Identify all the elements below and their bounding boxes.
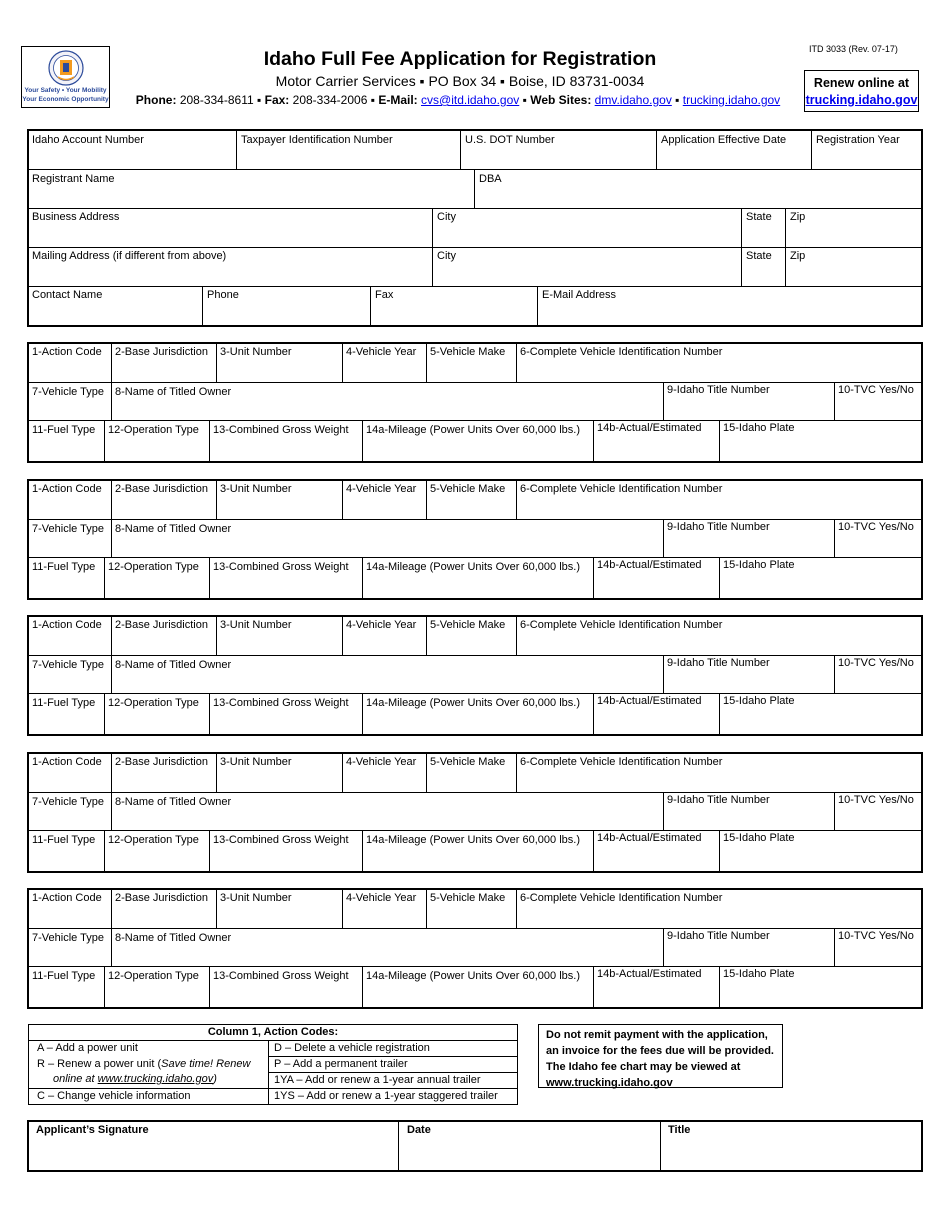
titled-owner-field[interactable]: 8-Name of Titled Owner (115, 386, 232, 398)
mileage-field[interactable]: 14a-Mileage (Power Units Over 60,000 lbs.) (366, 561, 580, 573)
col-divider (834, 792, 835, 830)
contact-name-field[interactable]: Contact Name (32, 289, 103, 301)
col-divider (342, 753, 343, 792)
action-code-d: D – Delete a vehicle registration (274, 1042, 430, 1054)
col-divider (719, 830, 720, 872)
vehicle-make-field[interactable]: 5-Vehicle Make (430, 619, 506, 631)
logo-tagline-2: Your Economic Opportunity (22, 96, 109, 103)
separator: ▪ (257, 93, 262, 107)
col-divider (104, 830, 105, 872)
col-divider (593, 830, 594, 872)
mileage-field[interactable]: 14a-Mileage (Power Units Over 60,000 lbs.) (366, 424, 580, 436)
unit-number-field[interactable]: 3-Unit Number (220, 483, 292, 495)
vehicle-type-field[interactable]: 7-Vehicle Type (32, 659, 104, 671)
col-divider (111, 480, 112, 519)
col-divider (111, 519, 112, 557)
action-code-field[interactable]: 1-Action Code (32, 483, 102, 495)
tvc-field[interactable]: 10-TVC Yes/No (838, 794, 914, 806)
vehicle-year-field[interactable]: 4-Vehicle Year (346, 756, 417, 768)
actual-estimated-field[interactable]: 14b-Actual/Estimated (597, 968, 702, 980)
col-divider (834, 928, 835, 966)
contact-line (98, 93, 818, 108)
col-divider (663, 928, 664, 966)
action-code-field[interactable]: 1-Action Code (32, 346, 102, 358)
titled-owner-field[interactable]: 8-Name of Titled Owner (115, 932, 232, 944)
vehicle-year-field[interactable]: 4-Vehicle Year (346, 483, 417, 495)
mailing-address-field[interactable]: Mailing Address (if different from above) (32, 250, 227, 262)
col-divider (516, 753, 517, 792)
idaho-title-number-field[interactable]: 9-Idaho Title Number (667, 384, 770, 396)
col-divider (111, 928, 112, 966)
idaho-title-number-field[interactable]: 9-Idaho Title Number (667, 930, 770, 942)
action-code-1ya: 1YA – Add or renew a 1-year annual trailer (274, 1074, 481, 1086)
fuel-type-field[interactable]: 11-Fuel Type (32, 424, 96, 436)
tvc-field[interactable]: 10-TVC Yes/No (838, 384, 914, 396)
col-divider (216, 889, 217, 928)
contact-phone-field[interactable]: Phone (207, 289, 239, 301)
renew-label: Renew online at (813, 76, 910, 90)
vehicle-make-field[interactable]: 5-Vehicle Make (430, 892, 506, 904)
col-divider (111, 655, 112, 693)
action-code-r-link[interactable]: www.trucking.idaho.gov (97, 1073, 214, 1085)
idaho-account-number-field[interactable]: Idaho Account Number (32, 134, 144, 146)
col-divider (719, 966, 720, 1008)
col-divider (104, 693, 105, 735)
col-divider (216, 753, 217, 792)
phone-number: 208-334-8611 (179, 93, 254, 107)
col-divider (111, 889, 112, 928)
idaho-title-number-field[interactable]: 9-Idaho Title Number (667, 521, 770, 533)
actual-estimated-field[interactable]: 14b-Actual/Estimated (597, 832, 702, 844)
row-divider (28, 830, 922, 831)
phone-label: Phone: (135, 93, 177, 107)
form-number: ITD 3033 (Rev. 07-17) (809, 44, 898, 54)
separator: ▪ (675, 93, 680, 107)
col-divider (111, 753, 112, 792)
row-divider (28, 693, 922, 694)
col-divider (216, 343, 217, 382)
col-divider (516, 343, 517, 382)
base-jurisdiction-field[interactable]: 2-Base Jurisdiction (115, 892, 208, 904)
fuel-type-field[interactable]: 11-Fuel Type (32, 970, 96, 982)
base-jurisdiction-field[interactable]: 2-Base Jurisdiction (115, 756, 208, 768)
col-divider (663, 792, 664, 830)
vehicle-block (27, 479, 923, 600)
mailing-zip-field[interactable]: Zip (790, 250, 806, 262)
titled-owner-field[interactable]: 8-Name of Titled Owner (115, 796, 232, 808)
operation-type-field[interactable]: 12-Operation Type (108, 561, 199, 573)
itd-logo (21, 46, 110, 108)
form-subtitle: Motor Carrier Services ▪ PO Box 34 ▪ Boise, ID 83731-0034 (275, 73, 645, 89)
renew-link[interactable]: trucking.idaho.gov (805, 93, 918, 107)
business-city-field[interactable]: City (437, 211, 456, 223)
row-divider (28, 382, 922, 383)
vehicle-year-field[interactable]: 4-Vehicle Year (346, 619, 417, 631)
operation-type-field[interactable]: 12-Operation Type (108, 970, 199, 982)
action-code-r-close: ) (213, 1073, 217, 1085)
col-divider (209, 693, 210, 735)
actual-estimated-field[interactable]: 14b-Actual/Estimated (597, 422, 702, 434)
vin-field[interactable]: 6-Complete Vehicle Identification Number (520, 892, 723, 904)
vin-field[interactable]: 6-Complete Vehicle Identification Number (520, 483, 723, 495)
combined-gross-weight-field[interactable]: 13-Combined Gross Weight (213, 970, 349, 982)
col-divider (663, 382, 664, 420)
combined-gross-weight-field[interactable]: 13-Combined Gross Weight (213, 424, 349, 436)
signature-section (27, 1120, 923, 1172)
idaho-title-number-field[interactable]: 9-Idaho Title Number (667, 794, 770, 806)
signature-date-field[interactable]: Date (407, 1124, 431, 1136)
fuel-type-field[interactable]: 11-Fuel Type (32, 697, 96, 709)
mileage-field[interactable]: 14a-Mileage (Power Units Over 60,000 lbs.) (366, 697, 580, 709)
col-divider (342, 889, 343, 928)
combined-gross-weight-field[interactable]: 13-Combined Gross Weight (213, 834, 349, 846)
contact-fax-field[interactable]: Fax (375, 289, 394, 301)
col-divider (516, 889, 517, 928)
col-divider (426, 889, 427, 928)
action-code-r-line2 (53, 1073, 217, 1086)
signature-title-field[interactable]: Title (668, 1124, 691, 1136)
col-divider (834, 655, 835, 693)
base-jurisdiction-field[interactable]: 2-Base Jurisdiction (115, 619, 208, 631)
action-code-1ys: 1YS – Add or renew a 1-year staggered trailer (274, 1090, 498, 1102)
row-divider (28, 792, 922, 793)
combined-gross-weight-field[interactable]: 13-Combined Gross Weight (213, 561, 349, 573)
vehicle-type-field[interactable]: 7-Vehicle Type (32, 523, 104, 535)
col-divider (593, 693, 594, 735)
idaho-plate-field[interactable]: 15-Idaho Plate (723, 832, 795, 844)
idaho-plate-field[interactable]: 15-Idaho Plate (723, 695, 795, 707)
registrant-name-field[interactable]: Registrant Name (32, 173, 115, 185)
usdot-number-field[interactable]: U.S. DOT Number (465, 134, 555, 146)
combined-gross-weight-field[interactable]: 13-Combined Gross Weight (213, 697, 349, 709)
action-codes-title: Column 1, Action Codes: (207, 1026, 339, 1038)
vehicle-block (27, 888, 923, 1009)
col-divider (593, 966, 594, 1008)
renew-online-box (804, 70, 919, 112)
separator: ▪ (370, 93, 375, 107)
notice-line-2: an invoice for the fees due will be provided. (546, 1045, 774, 1057)
notice-line-1: Do not remit payment with the application, (546, 1029, 768, 1041)
col-divider (719, 693, 720, 735)
action-code-c: C – Change vehicle information (37, 1090, 191, 1102)
col-divider (834, 519, 835, 557)
dba-field[interactable]: DBA (479, 173, 502, 185)
col-divider (719, 557, 720, 599)
row-divider (28, 420, 922, 421)
col-divider (593, 420, 594, 462)
col-divider (104, 966, 105, 1008)
vehicle-type-field[interactable]: 7-Vehicle Type (32, 796, 104, 808)
col-divider (834, 382, 835, 420)
col-divider (362, 693, 363, 735)
col-divider (209, 557, 210, 599)
tvc-field[interactable]: 10-TVC Yes/No (838, 657, 914, 669)
col-divider (111, 616, 112, 655)
vehicle-block (27, 342, 923, 463)
col-divider (342, 480, 343, 519)
col-divider (362, 830, 363, 872)
website-trucking-link[interactable]: trucking.idaho.gov (682, 93, 781, 107)
col-divider (342, 616, 343, 655)
business-zip-field[interactable]: Zip (790, 211, 806, 223)
col-divider (104, 557, 105, 599)
row-divider (28, 928, 922, 929)
vehicle-block (27, 615, 923, 736)
vehicle-make-field[interactable]: 5-Vehicle Make (430, 483, 506, 495)
row-divider (28, 519, 922, 520)
mileage-field[interactable]: 14a-Mileage (Power Units Over 60,000 lbs.) (366, 970, 580, 982)
email-link[interactable]: cvs@itd.idaho.gov (421, 93, 520, 107)
col-divider (663, 655, 664, 693)
col-divider (111, 382, 112, 420)
col-divider (426, 616, 427, 655)
col-divider (516, 480, 517, 519)
idaho-plate-field[interactable]: 15-Idaho Plate (723, 559, 795, 571)
col-divider (216, 480, 217, 519)
fuel-type-field[interactable]: 11-Fuel Type (32, 561, 96, 573)
vehicle-make-field[interactable]: 5-Vehicle Make (430, 756, 506, 768)
logo-tagline-1: Your Safety • Your Mobility (24, 87, 107, 94)
action-code-field[interactable]: 1-Action Code (32, 892, 102, 904)
websites-label: Web Sites: (530, 93, 592, 107)
contact-email-field[interactable]: E-Mail Address (542, 289, 616, 301)
payment-notice (538, 1024, 783, 1088)
fuel-type-field[interactable]: 11-Fuel Type (32, 834, 96, 846)
fax-number: 208-334-2006 (292, 93, 368, 107)
unit-number-field[interactable]: 3-Unit Number (220, 619, 292, 631)
col-divider (362, 420, 363, 462)
col-divider (426, 480, 427, 519)
operation-type-field[interactable]: 12-Operation Type (108, 834, 199, 846)
action-code-p: P – Add a permanent trailer (274, 1058, 408, 1070)
col-divider (209, 966, 210, 1008)
form-title: Idaho Full Fee Application for Registration (263, 48, 657, 70)
website-dmv-link[interactable]: dmv.idaho.gov (594, 93, 672, 107)
action-code-field[interactable]: 1-Action Code (32, 619, 102, 631)
mailing-state-field[interactable]: State (746, 250, 772, 262)
idaho-plate-field[interactable]: 15-Idaho Plate (723, 968, 795, 980)
col-divider (362, 557, 363, 599)
business-state-field[interactable]: State (746, 211, 772, 223)
vehicle-type-field[interactable]: 7-Vehicle Type (32, 932, 104, 944)
taxpayer-id-field[interactable]: Taxpayer Identification Number (241, 134, 393, 146)
unit-number-field[interactable]: 3-Unit Number (220, 756, 292, 768)
mailing-city-field[interactable]: City (437, 250, 456, 262)
vehicle-make-field[interactable]: 5-Vehicle Make (430, 346, 506, 358)
registrant-section (27, 129, 923, 327)
col-divider (342, 343, 343, 382)
tvc-field[interactable]: 10-TVC Yes/No (838, 930, 914, 942)
action-code-r-note: Save time! Renew (161, 1058, 251, 1070)
col-divider (516, 616, 517, 655)
fax-label: Fax: (264, 93, 290, 107)
col-divider (362, 966, 363, 1008)
idaho-title-number-field[interactable]: 9-Idaho Title Number (667, 657, 770, 669)
titled-owner-field[interactable]: 8-Name of Titled Owner (115, 659, 232, 671)
col-divider (663, 519, 664, 557)
operation-type-field[interactable]: 12-Operation Type (108, 697, 199, 709)
vin-field[interactable]: 6-Complete Vehicle Identification Number (520, 619, 723, 631)
separator: ▪ (522, 93, 527, 107)
registration-year-field[interactable]: Registration Year (816, 134, 900, 146)
notice-line-3: The Idaho fee chart may be viewed at (546, 1061, 741, 1073)
actual-estimated-field[interactable]: 14b-Actual/Estimated (597, 695, 702, 707)
applicant-signature-field[interactable]: Applicant’s Signature (36, 1124, 149, 1136)
base-jurisdiction-field[interactable]: 2-Base Jurisdiction (115, 483, 208, 495)
vehicle-type-field[interactable]: 7-Vehicle Type (32, 386, 104, 398)
email-label: E-Mail: (378, 93, 418, 107)
action-code-a: A – Add a power unit (37, 1042, 138, 1054)
vehicle-year-field[interactable]: 4-Vehicle Year (346, 892, 417, 904)
tvc-field[interactable]: 10-TVC Yes/No (838, 521, 914, 533)
row-divider (28, 966, 922, 967)
col-divider (593, 557, 594, 599)
row-divider (28, 557, 922, 558)
vin-field[interactable]: 6-Complete Vehicle Identification Number (520, 346, 723, 358)
action-code-r-online: online at (53, 1073, 98, 1085)
row-divider (28, 655, 922, 656)
titled-owner-field[interactable]: 8-Name of Titled Owner (115, 523, 232, 535)
col-divider (426, 343, 427, 382)
col-divider (216, 616, 217, 655)
col-divider (209, 420, 210, 462)
business-address-field[interactable]: Business Address (32, 211, 120, 223)
base-jurisdiction-field[interactable]: 2-Base Jurisdiction (115, 346, 208, 358)
action-code-r (37, 1058, 250, 1071)
actual-estimated-field[interactable]: 14b-Actual/Estimated (597, 559, 702, 571)
vehicle-block (27, 752, 923, 873)
col-divider (111, 343, 112, 382)
unit-number-field[interactable]: 3-Unit Number (220, 346, 292, 358)
operation-type-field[interactable]: 12-Operation Type (108, 424, 199, 436)
vin-field[interactable]: 6-Complete Vehicle Identification Number (520, 756, 723, 768)
action-code-r-text: R – Renew a power unit ( (37, 1058, 162, 1070)
mileage-field[interactable]: 14a-Mileage (Power Units Over 60,000 lbs.) (366, 834, 580, 846)
col-divider (111, 792, 112, 830)
unit-number-field[interactable]: 3-Unit Number (220, 892, 292, 904)
notice-fee-chart-link[interactable]: www.trucking.idaho.gov (546, 1077, 673, 1089)
col-divider (719, 420, 720, 462)
action-code-field[interactable]: 1-Action Code (32, 756, 102, 768)
idaho-plate-field[interactable]: 15-Idaho Plate (723, 422, 795, 434)
col-divider (104, 420, 105, 462)
vehicle-year-field[interactable]: 4-Vehicle Year (346, 346, 417, 358)
col-divider (209, 830, 210, 872)
effective-date-field[interactable]: Application Effective Date (661, 134, 787, 146)
col-divider (426, 753, 427, 792)
